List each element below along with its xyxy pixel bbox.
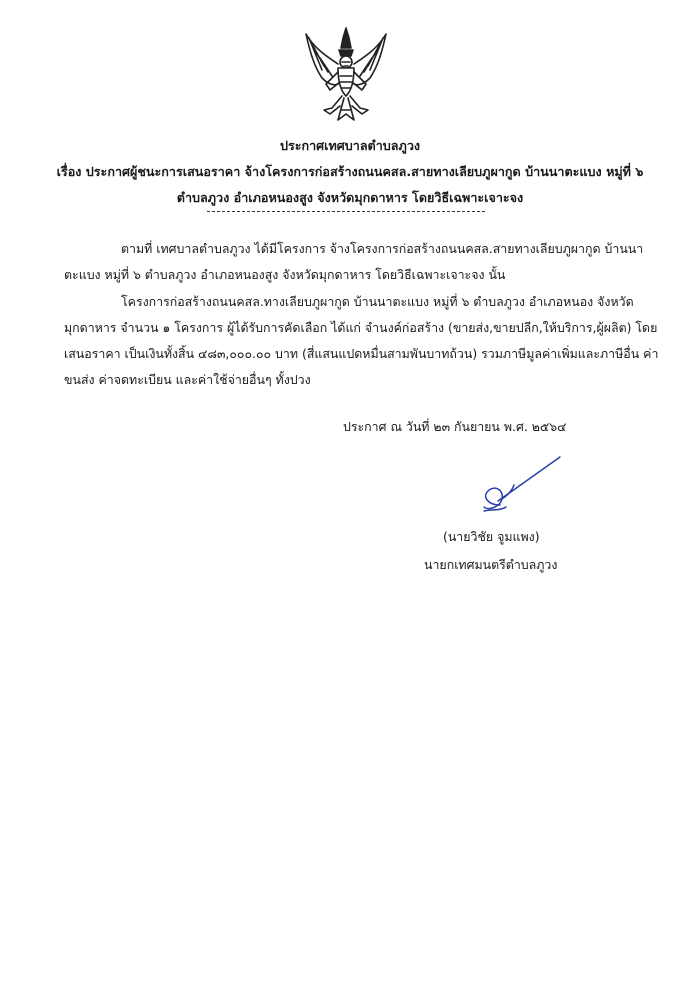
paragraph-2-line-3: เสนอราคา เป็นเงินทั้งสิ้น ๔๘๓,๐๐๐.๐๐ บาท (สี่แสนแปดหมื่นสามพันบาทถ้วน) รวมภาษีมูลค่าเพิ่มและภาษีอื่น ค่า: [64, 346, 659, 361]
paragraph-2-line-4: ขนส่ง ค่าจดทะเบียน และค่าใช้จ่ายอื่นๆ ทั้งปวง: [64, 372, 311, 387]
subject-line-2: ตำบลภูวง อำเภอหนองสูง จังหวัดมุกดาหาร โดยวิธีเฉพาะเจาะจง: [176, 190, 524, 205]
page-title: ประกาศเทศบาลตำบลภูวง: [279, 138, 421, 153]
paragraph-2-line-1: โครงการก่อสร้างถนนคสล.ทางเลียบภูผากูด บ้านนาตะแบง หมู่ที่ ๖ ตำบลภูวง อำเภอหนอง จังหวัด: [121, 294, 634, 309]
divider: [207, 211, 485, 212]
signatory-position: นายกเทศมนตรีตำบลภูวง: [424, 557, 558, 572]
paragraph-1-line-1: ตามที่ เทศบาลตำบลภูวง ได้มีโครงการ จ้างโครงการก่อสร้างถนนคสล.สายทางเลียบภูผากูด บ้านนา: [121, 241, 644, 256]
announcement-date: ประกาศ ณ วันที่ ๒๓ กันยายน พ.ศ. ๒๕๖๔: [343, 419, 567, 434]
signature-icon: [470, 455, 565, 525]
garuda-emblem-icon: [300, 26, 392, 126]
paragraph-2-line-2: มุกดาหาร จำนวน ๑ โครงการ ผู้ได้รับการคัดเลือก ได้แก่ จำนงค์ก่อสร้าง (ขายส่ง,ขายปลีก,ให้บริการ,ผู้ผลิต) โดย: [64, 320, 658, 335]
signatory-name: (นายวิชัย จูมแพง): [443, 529, 540, 544]
paragraph-1-line-2: ตะแบง หมู่ที่ ๖ ตำบลภูวง อำเภอหนองสูง จังหวัดมุกดาหาร โดยวิธีเฉพาะเจาะจง นั้น: [64, 267, 506, 282]
subject-line-1: เรื่อง ประกาศผู้ชนะการเสนอราคา จ้างโครงการก่อสร้างถนนคสล.สายทางเลียบภูผากูด บ้านนาตะแบง หมู่ที่ ๖: [56, 164, 644, 179]
